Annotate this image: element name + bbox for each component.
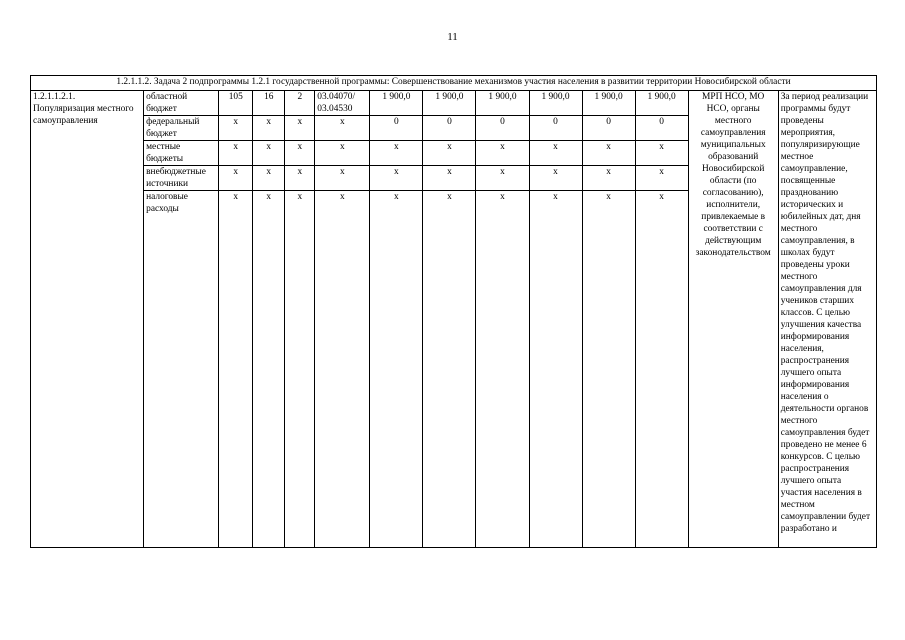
value-cell: х [370, 141, 423, 166]
value-cell: х [635, 166, 688, 191]
rz-cell: х [253, 191, 285, 548]
value-cell: 0 [370, 116, 423, 141]
activity-code: 1.2.1.1.2.1. [33, 92, 76, 102]
activity-cell [31, 91, 144, 548]
value-cell: х [529, 166, 582, 191]
funding-source: внебюджетные источники [144, 166, 219, 191]
rz-cell: х [253, 116, 285, 141]
value-cell: х [582, 166, 635, 191]
value-cell: 0 [423, 116, 476, 141]
value-cell: 1 900,0 [582, 91, 635, 116]
value-cell: х [529, 141, 582, 166]
value-cell: х [423, 141, 476, 166]
value-cell: х [582, 191, 635, 548]
funding-source: местные бюджеты [144, 141, 219, 166]
value-cell: 0 [635, 116, 688, 141]
expected-result-cell: За период реализации программы будут проведены мероприятия, популяризирующие местное самоуправление, посвященные празднованию исторических и юбилейных дат, дня местного самоуправления, в школах будут проведены уроки местного самоуправления для учеников старших классов. С целью улучшения качества информирования населения, распространения лучшего опыта информирования населения о деятельности органов местного самоуправления будет проведено не менее 6 конкурсов. С целью распространения лучшего опыта участия населения в местном самоуправлении будет разработано и [778, 91, 876, 548]
rz-cell: 16 [253, 91, 285, 116]
csr-cell: х [315, 116, 370, 141]
value-cell: х [476, 141, 529, 166]
value-cell: 0 [529, 116, 582, 141]
csr-cell: х [315, 141, 370, 166]
value-cell: х [476, 166, 529, 191]
funding-source: федеральный бюджет [144, 116, 219, 141]
pr-cell: х [285, 116, 315, 141]
pr-cell: х [285, 191, 315, 548]
table-row [31, 91, 877, 116]
program-table [30, 75, 877, 548]
pr-cell: х [285, 141, 315, 166]
grbs-cell: х [219, 141, 253, 166]
grbs-cell: х [219, 166, 253, 191]
value-cell: 0 [582, 116, 635, 141]
csr-cell: х [315, 191, 370, 548]
value-cell: х [476, 191, 529, 548]
csr-cell: 03.04070/ 03.04530 [315, 91, 370, 116]
grbs-cell: х [219, 116, 253, 141]
rz-cell: х [253, 141, 285, 166]
pr-cell: х [285, 166, 315, 191]
value-cell: х [635, 141, 688, 166]
csr-cell: х [315, 166, 370, 191]
task-header: 1.2.1.1.2. Задача 2 подпрограммы 1.2.1 государственной программы: Совершенствование механизмов участия населения в развитии территории Новосибирской области [31, 76, 877, 91]
value-cell: 1 900,0 [635, 91, 688, 116]
value-cell: х [423, 166, 476, 191]
page-number: 11 [447, 31, 458, 43]
pr-cell: 2 [285, 91, 315, 116]
grbs-cell: х [219, 191, 253, 548]
value-cell: х [370, 166, 423, 191]
executors-cell: МРП НСО, МО НСО, органы местного самоуправления муниципальных образований Новосибирской области (по согласованию), исполнители, привлекаемые в соответствии с действующим законодательством [688, 91, 778, 548]
task-header-row [31, 76, 877, 91]
funding-source: областной бюджет [144, 91, 219, 116]
value-cell: 1 900,0 [423, 91, 476, 116]
activity-title: Популяризация местного самоуправления [33, 104, 134, 126]
grbs-cell: 105 [219, 91, 253, 116]
value-cell: х [529, 191, 582, 548]
value-cell: х [370, 191, 423, 548]
value-cell: 1 900,0 [370, 91, 423, 116]
value-cell: 0 [476, 116, 529, 141]
value-cell: 1 900,0 [529, 91, 582, 116]
value-cell: х [582, 141, 635, 166]
value-cell: 1 900,0 [476, 91, 529, 116]
funding-source: налоговые расходы [144, 191, 219, 548]
value-cell: х [423, 191, 476, 548]
rz-cell: х [253, 166, 285, 191]
value-cell: х [635, 191, 688, 548]
